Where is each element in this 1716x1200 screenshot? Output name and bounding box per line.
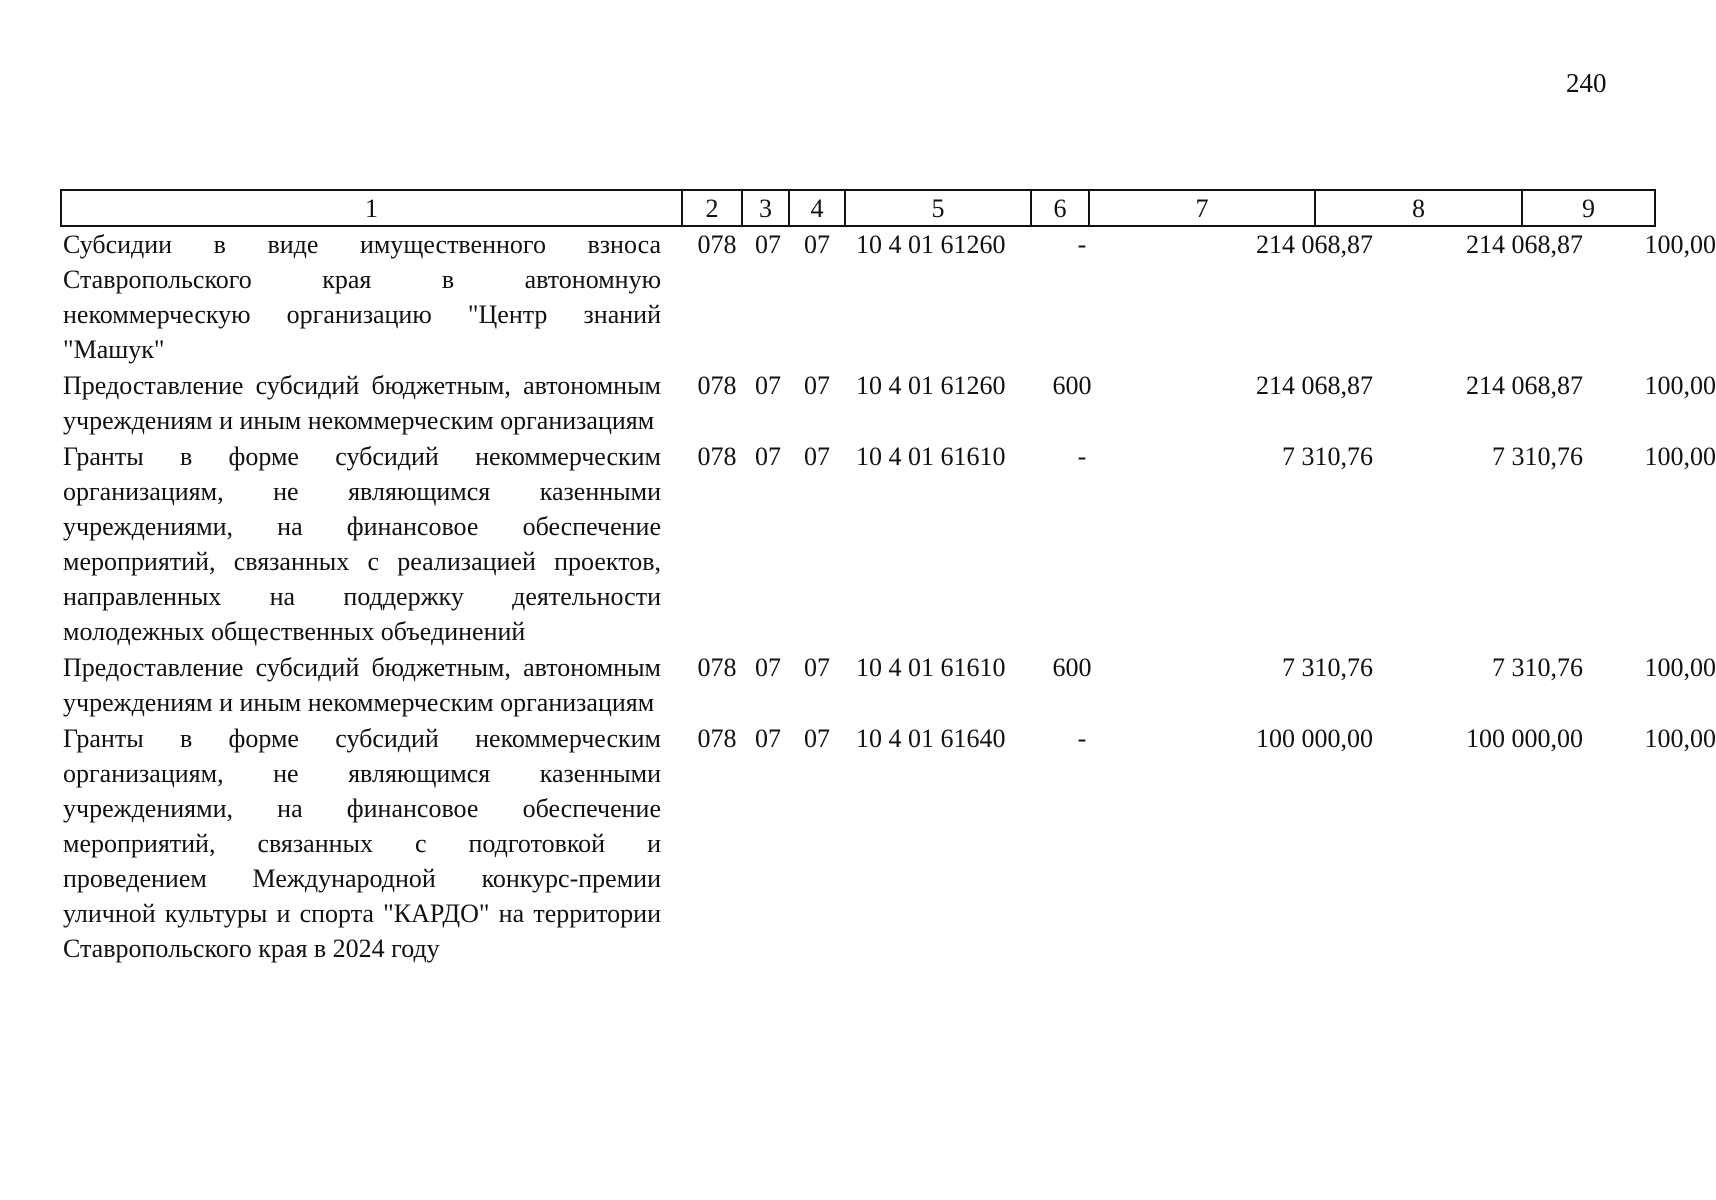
column-header-1: 1 <box>60 191 681 225</box>
column-header-7: 7 <box>1088 191 1314 225</box>
cell-col-3: 07 <box>755 371 781 400</box>
cell-col-9: 100,00 <box>1644 371 1716 400</box>
column-header-6: 6 <box>1030 191 1088 225</box>
column-header-3: 3 <box>741 191 788 225</box>
cell-col-2: 078 <box>697 230 737 259</box>
cell-col-8: 214 068,87 <box>1466 230 1583 259</box>
table-row <box>60 720 1716 966</box>
column-header-4: 4 <box>788 191 844 225</box>
column-header-5: 5 <box>844 191 1030 225</box>
cell-col-8: 214 068,87 <box>1466 371 1583 400</box>
cell-col-4: 07 <box>804 230 830 259</box>
cell-col-9: 100,00 <box>1644 442 1716 471</box>
row-description: Гранты в форме субсидий некоммерческим организациям, не являющимся казенными учреждениями, на финансовое обеспечение мероприятий, связанных с подготовкой и проведением Международной конкурс-премии уличной культуры и спорта "КАРДО" на территории Ставропольского края в 2024 году <box>63 724 661 963</box>
cell-col-6: - <box>1077 230 1087 259</box>
cell-col-3: 07 <box>755 724 781 753</box>
cell-col-4: 07 <box>804 653 830 682</box>
cell-col-2: 078 <box>697 442 737 471</box>
cell-col-7: 7 310,76 <box>1282 653 1373 682</box>
cell-col-2: 078 <box>697 653 737 682</box>
cell-col-4: 07 <box>804 442 830 471</box>
cell-col-7: 100 000,00 <box>1256 724 1373 753</box>
row-description: Субсидии в виде имущественного взноса Ставропольского края в автономную некоммерческую организацию "Центр знаний "Машук" <box>63 230 661 364</box>
cell-col-9: 100,00 <box>1644 724 1716 753</box>
table-row <box>60 367 1716 438</box>
cell-col-5: 10 4 01 61610 <box>856 442 1006 471</box>
cell-col-8: 7 310,76 <box>1492 653 1583 682</box>
row-description: Предоставление субсидий бюджетным, автономным учреждениям и иным некоммерческим организациям <box>63 371 661 435</box>
cell-col-6: - <box>1077 442 1087 471</box>
cell-col-7: 214 068,87 <box>1256 230 1373 259</box>
row-description: Гранты в форме субсидий некоммерческим организациям, не являющимся казенными учреждениями, на финансовое обеспечение мероприятий, связанных с реализацией проектов, направленных на поддержку деятельности молодежных общественных объединений <box>63 442 661 646</box>
cell-col-6: 600 <box>1052 371 1092 400</box>
cell-col-9: 100,00 <box>1644 653 1716 682</box>
cell-col-5: 10 4 01 61640 <box>856 724 1006 753</box>
cell-col-8: 100 000,00 <box>1466 724 1583 753</box>
cell-col-3: 07 <box>755 230 781 259</box>
cell-col-8: 7 310,76 <box>1492 442 1583 471</box>
column-header-9: 9 <box>1521 191 1656 225</box>
cell-col-6: 600 <box>1052 653 1092 682</box>
cell-col-5: 10 4 01 61610 <box>856 653 1006 682</box>
cell-col-5: 10 4 01 61260 <box>856 371 1006 400</box>
table-row <box>60 649 1716 720</box>
table-body <box>60 226 1716 966</box>
column-header-2: 2 <box>681 191 741 225</box>
cell-col-9: 100,00 <box>1644 230 1716 259</box>
table-row <box>60 226 1716 367</box>
cell-col-2: 078 <box>697 724 737 753</box>
cell-col-7: 7 310,76 <box>1282 442 1373 471</box>
cell-col-4: 07 <box>804 724 830 753</box>
cell-col-2: 078 <box>697 371 737 400</box>
table-row <box>60 438 1716 649</box>
cell-col-6: - <box>1077 724 1087 753</box>
page-number: 240 <box>1566 68 1607 98</box>
column-header-8: 8 <box>1314 191 1521 225</box>
cell-col-5: 10 4 01 61260 <box>856 230 1006 259</box>
cell-col-3: 07 <box>755 653 781 682</box>
row-description: Предоставление субсидий бюджетным, автономным учреждениям и иным некоммерческим организациям <box>63 653 661 717</box>
table-header-row <box>60 189 1656 227</box>
cell-col-4: 07 <box>804 371 830 400</box>
cell-col-7: 214 068,87 <box>1256 371 1373 400</box>
cell-col-3: 07 <box>755 442 781 471</box>
